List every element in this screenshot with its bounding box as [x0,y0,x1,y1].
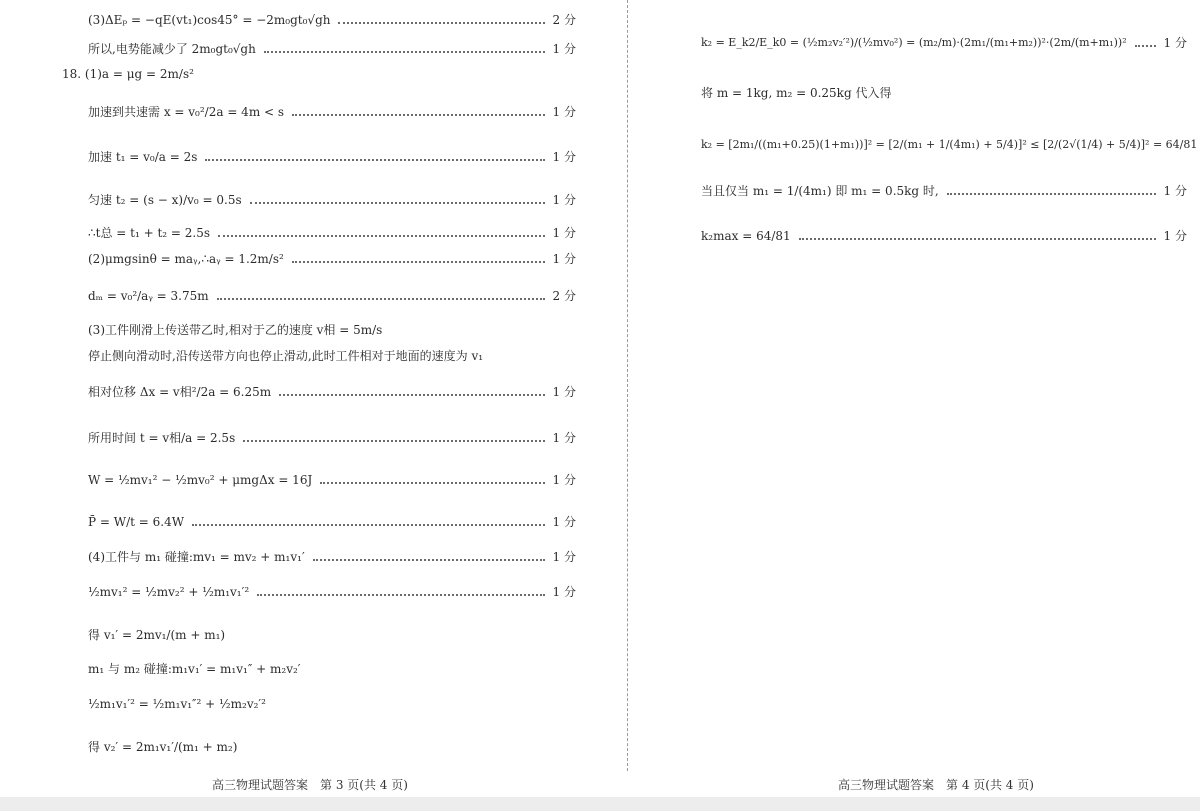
dotted-leader [313,559,545,561]
score-label: 1 分 [552,473,576,487]
answer-line [88,515,576,529]
answer-line [701,229,1187,243]
answer-line [88,105,576,119]
answer-formula: m₁ 与 m₂ 碰撞:m₁v₁′ = m₁v₁″ + m₂v₂′ [88,662,301,676]
answer-formula: k₂ = [2m₁/((m₁+0.25)(1+m₁))]² = [2/(m₁ + 1/(4m₁) + 5/4)]² ≤ [2/(2√(1/4) + 5/4)]² = 64/81 [701,138,1198,151]
score-label: 1 分 [552,105,576,119]
answer-formula: (3)ΔEₚ = −qE(vt₁)cos45° = −2m₀gt₀√gh [88,13,331,27]
score-label: 2 分 [552,13,576,27]
answer-formula: (4)工件与 m₁ 碰撞:mv₁ = mv₂ + m₁v₁′ [88,550,305,564]
answer-line [88,431,576,445]
score-label: 1 分 [552,193,576,207]
dotted-leader [250,202,545,204]
answer-line [701,184,1187,198]
answer-line [88,289,576,303]
dotted-leader [338,22,544,24]
answer-line [701,36,1187,50]
answer-formula: (3)工件刚滑上传送带乙时,相对于乙的速度 v相 = 5m/s [88,323,383,337]
score-label: 1 分 [552,150,576,164]
answer-formula: 18. (1)a = μg = 2m/s² [62,67,194,81]
answer-line [88,193,576,207]
answer-text [88,740,237,754]
dotted-leader [264,51,545,53]
answer-formula: ∴t总 = t₁ + t₂ = 2.5s [88,226,211,240]
answer-text [701,86,891,100]
answer-formula: 所以,电势能减少了 2m₀gt₀√gh [88,42,256,56]
score-label: 1 分 [552,515,576,529]
score-label: 1 分 [1163,184,1187,198]
answer-formula: P̄ = W/t = 6.4W [88,515,185,529]
answer-text [701,138,1197,152]
answer-text [88,662,301,676]
score-label: 1 分 [552,252,576,266]
answer-formula: W = ½mv₁² − ½mv₀² + μmgΔx = 16J [88,473,313,487]
dotted-leader [205,159,544,161]
score-label: 1 分 [552,431,576,445]
score-label: 1 分 [552,42,576,56]
score-label: 1 分 [1163,36,1187,50]
answer-line [88,252,576,266]
answer-text [88,323,382,337]
answer-line [88,385,576,399]
answer-formula: dₘ = v₀²/aᵧ = 3.75m [88,289,209,303]
answer-line [88,550,576,564]
dotted-leader [292,261,545,263]
answer-formula: 加速 t₁ = v₀/a = 2s [88,150,198,164]
score-label: 1 分 [552,550,576,564]
answer-text [88,697,266,711]
answer-formula: 加速到共速需 x = v₀²/2a = 4m < s [88,105,285,119]
dotted-leader [217,298,545,300]
answer-formula: ½mv₁² = ½mv₂² + ½m₁v₁′² [88,585,250,599]
answer-formula: 当且仅当 m₁ = 1/(4m₁) 即 m₁ = 0.5kg 时, [701,184,939,198]
dotted-leader [292,114,545,116]
answer-formula: 将 m = 1kg, m₂ = 0.25kg 代入得 [701,86,892,100]
answer-page-4 [628,0,1200,811]
answer-line [88,226,576,240]
dotted-leader [192,524,544,526]
answer-formula: 停止侧向滑动时,沿传送带方向也停止滑动,此时工件相对于地面的速度为 v₁ [88,349,484,363]
answer-line [88,473,576,487]
answer-formula: 得 v₂′ = 2m₁v₁′/(m₁ + m₂) [88,740,238,754]
answer-line [88,150,576,164]
dotted-leader [257,594,544,596]
answer-formula: k₂ = E_k2/E_k0 = (½m₂v₂′²)/(½mv₀²) = (m₂/m)·(2m₁/(m₁+m₂))²·(2m/(m+m₁))² [701,36,1127,49]
answer-line [88,13,576,27]
answer-formula: 相对位移 Δx = v相²/2a = 6.25m [88,385,272,399]
answer-formula: 所用时间 t = v相/a = 2.5s [88,431,236,445]
score-label: 2 分 [552,289,576,303]
answer-text [88,349,483,363]
score-label: 1 分 [552,226,576,240]
dotted-leader [279,394,544,396]
answer-line [88,42,576,56]
score-label: 1 分 [1163,229,1187,243]
dotted-leader [320,482,544,484]
dotted-leader [1135,45,1156,47]
answer-formula: k₂max = 64/81 [701,229,791,243]
question-heading [62,67,194,81]
answer-formula: 匀速 t₂ = (s − x)/v₀ = 0.5s [88,193,242,207]
score-label: 1 分 [552,385,576,399]
answer-formula: ½m₁v₁′² = ½m₁v₁″² + ½m₂v₂′² [88,697,266,711]
answer-text [88,628,225,642]
score-label: 1 分 [552,585,576,599]
dotted-leader [799,238,1156,240]
dotted-leader [947,193,1156,195]
answer-formula: 得 v₁′ = 2mv₁/(m + m₁) [88,628,226,642]
page-footer: 高三物理试题答案 第 3 页(共 4 页) [212,778,408,792]
answer-formula: (2)μmgsinθ = maᵧ,∴aᵧ = 1.2m/s² [88,252,284,266]
answer-line [88,585,576,599]
bottom-strip [0,797,1200,811]
dotted-leader [243,440,544,442]
page-footer: 高三物理试题答案 第 4 页(共 4 页) [838,778,1034,792]
dotted-leader [218,235,545,237]
